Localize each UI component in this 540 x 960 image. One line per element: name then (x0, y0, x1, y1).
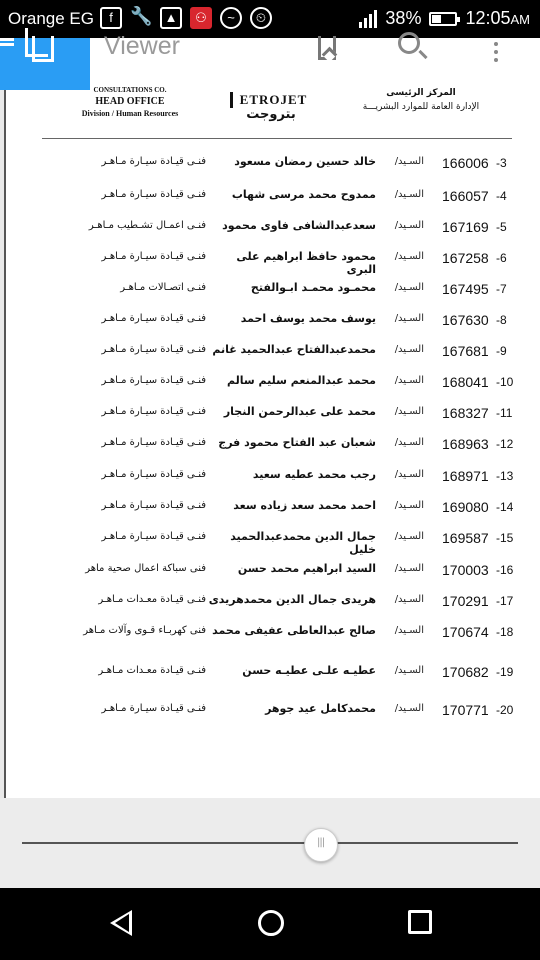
table-row (6, 309, 540, 331)
header-right (336, 88, 506, 112)
employee-title: السـيد/ (394, 563, 424, 574)
employee-code: 168327 (442, 405, 489, 421)
employee-name: محمد عبدالمنعم سليم سالم (226, 374, 376, 387)
row-number: -19 (496, 665, 514, 679)
row-number: -3 (496, 156, 507, 170)
battery-percent: 38% (385, 8, 422, 28)
system-nav-bar (0, 888, 540, 960)
petrojet-logo (230, 92, 312, 122)
employee-code: 166057 (442, 188, 489, 204)
employee-job: فنـى قيـادة سيـارة مـاهـر (101, 469, 206, 480)
employee-job: فنـى قيـادة معـدات مـاهـر (98, 594, 206, 605)
employee-title: السـيد/ (394, 156, 424, 167)
table-row (6, 590, 540, 612)
carrier-label: Orange EG (8, 9, 94, 28)
header-divider (42, 138, 512, 139)
employee-title: السـيد/ (394, 406, 424, 417)
employee-title: السـيد/ (394, 500, 424, 511)
employee-code: 170682 (442, 664, 489, 680)
employee-title: السـيد/ (394, 625, 424, 636)
search-icon[interactable] (398, 32, 420, 54)
battery-icon (429, 12, 457, 26)
table-row (6, 496, 540, 518)
employee-name: شعبان عبد الفتاح محمود فرج (218, 436, 376, 449)
table-row (6, 247, 540, 276)
employee-name: خالد حسين رمضان مسعود (234, 155, 376, 168)
employee-job: فنـى اتصـالات مـاهـر (120, 282, 206, 293)
employee-job: فنـى اعمـال تشـطيب مـاهـر (88, 220, 206, 231)
table-row (6, 152, 540, 174)
clock-ampm: AM (510, 12, 530, 27)
employee-title: السـيد/ (394, 437, 424, 448)
employee-name: صالح عبدالعاطى عفيفى محمد (212, 624, 376, 637)
row-number: -20 (496, 703, 514, 717)
employee-job: فنـى قيـادة سيـارة مـاهـر (101, 189, 206, 200)
table-row (6, 621, 540, 643)
recent-apps-icon[interactable] (408, 910, 432, 934)
employee-job: فنـى قيـادة سيـارة مـاهـر (101, 406, 206, 417)
row-number: -12 (496, 437, 514, 451)
header-center-ar: المركز الرئيسى (386, 88, 456, 98)
row-number: -4 (496, 189, 507, 203)
employee-title: السـيد/ (394, 531, 424, 542)
employee-code: 166006 (442, 155, 489, 171)
employee-title: السـيد/ (394, 251, 424, 262)
employee-job: فنـى قيـادة سيـارة مـاهـر (101, 344, 206, 355)
employee-name: يوسف محمد يوسف احمد (240, 312, 376, 325)
employee-title: السـيد/ (394, 313, 424, 324)
row-number: -15 (496, 531, 514, 545)
notification-icons (100, 7, 272, 29)
row-number: -11 (496, 406, 513, 420)
row-number: -10 (496, 375, 514, 389)
row-number: -13 (496, 469, 514, 483)
employee-name: محمدكامل عيد جوهر (265, 702, 376, 715)
app-toolbar (0, 32, 540, 90)
employee-code: 167495 (442, 281, 489, 297)
employee-name: محمدعبدالفتاح عبدالحميد غانم (212, 343, 376, 356)
alarm-icon: ⏲ (250, 7, 272, 29)
employee-code: 167630 (442, 312, 489, 328)
table-row (6, 559, 540, 581)
bookmark-icon[interactable] (318, 36, 336, 60)
clock-time: 12:05 (465, 8, 511, 28)
header-company: CONSULTATIONS CO. (93, 86, 167, 94)
employee-job: فنى كهربـاء قـوى وآلات مـاهر (83, 625, 206, 636)
employee-title: السـيد/ (394, 703, 424, 714)
employee-name: محمد على عبدالرحمن النجار (223, 405, 376, 418)
nav-drawer-button[interactable] (0, 38, 90, 90)
image-icon: ▲ (160, 7, 182, 29)
header-office: HEAD OFFICE (95, 96, 165, 107)
employee-job: فنـى قيـادة سيـارة مـاهـر (101, 500, 206, 511)
table-row (6, 433, 540, 455)
row-number: -9 (496, 344, 507, 358)
employee-code: 169587 (442, 530, 489, 546)
app-icon: ⚇ (190, 7, 212, 29)
page-slider-track[interactable] (22, 842, 518, 844)
table-row (6, 340, 540, 362)
employee-code: 167681 (442, 343, 489, 359)
logo-arabic: بتروجت (246, 107, 296, 122)
employee-job: فنـى قيـادة سيـارة مـاهـر (101, 251, 206, 262)
employee-title: السـيد/ (394, 189, 424, 200)
employee-job: فنى سباكة اعمال صحية ماهر (85, 563, 206, 574)
row-number: -6 (496, 251, 507, 265)
employee-code: 167169 (442, 219, 489, 235)
employee-name: هريدى جمال الدين محمدهريدى (208, 593, 376, 606)
employee-code: 169080 (442, 499, 489, 515)
employee-job: فنـى قيـادة سيـارة مـاهـر (101, 313, 206, 324)
employee-code: 168041 (442, 374, 489, 390)
status-bar (0, 0, 540, 38)
menu-icon (0, 38, 14, 48)
employee-job: فنـى قيـادة سيـارة مـاهـر (101, 375, 206, 386)
status-right (359, 8, 530, 29)
table-row (6, 661, 540, 683)
row-number: -18 (496, 625, 514, 639)
row-number: -5 (496, 220, 507, 234)
table-row (6, 371, 540, 393)
employee-name: سعدعبدالشافى فاوى محمود (222, 219, 376, 232)
tools-icon: 🔧 (130, 6, 153, 26)
employee-name: محمـود محمـد ابـوالفتح (250, 281, 376, 294)
header-left (70, 86, 190, 118)
employee-job: فنـى قيـادة معـدات مـاهـر (98, 665, 206, 676)
employee-code: 168971 (442, 468, 489, 484)
employee-name: عطيـه علـى عطيـه حسن (242, 664, 376, 677)
documents-icon (32, 36, 54, 62)
employee-job: فنـى قيـادة سيـارة مـاهـر (101, 437, 206, 448)
table-row (6, 216, 540, 238)
row-number: -8 (496, 313, 507, 327)
row-number: -7 (496, 282, 507, 296)
row-number: -17 (496, 594, 514, 608)
signal-icon (359, 10, 377, 28)
employee-job: فنـى قيـادة سيـارة مـاهـر (101, 156, 206, 167)
page-slider-thumb[interactable] (304, 828, 338, 862)
table-row (6, 185, 540, 207)
employee-name: رجب محمد عطيه سعيد (252, 468, 376, 481)
clock (465, 8, 530, 29)
employee-title: السـيد/ (394, 594, 424, 605)
logo-english: ETROJET (230, 92, 312, 108)
employee-name: ممدوح محمد مرسى شهاب (231, 188, 376, 201)
employee-title: السـيد/ (394, 282, 424, 293)
employee-title: السـيد/ (394, 375, 424, 386)
employee-title: السـيد/ (394, 220, 424, 231)
table-row (6, 465, 540, 487)
employee-job: فنـى قيـادة سيـارة مـاهـر (101, 531, 206, 542)
employee-title: السـيد/ (394, 469, 424, 480)
back-icon[interactable] (110, 910, 132, 936)
document-page[interactable] (4, 86, 540, 798)
home-icon[interactable] (258, 910, 284, 936)
table-row (6, 527, 540, 556)
employee-name: السيد ابراهيم محمد حسن (237, 562, 376, 575)
employee-job: فنـى قيـادة سيـارة مـاهـر (101, 703, 206, 714)
employee-code: 167258 (442, 250, 489, 266)
employee-title: السـيد/ (394, 665, 424, 676)
page-slider-area (0, 798, 540, 888)
employee-code: 170003 (442, 562, 489, 578)
employee-name: جمال الدين محمدعبدالحميد خليل (230, 530, 376, 556)
table-row (6, 699, 540, 721)
employee-code: 170771 (442, 702, 489, 718)
employee-code: 170674 (442, 624, 489, 640)
table-row (6, 402, 540, 424)
row-number: -14 (496, 500, 514, 514)
employee-code: 170291 (442, 593, 489, 609)
toolbar-title: Viewer (104, 32, 180, 60)
employee-name: احمد محمد سعد زياده سعد (233, 499, 376, 512)
employee-name: محمود حافظ ابراهيم على البرى (236, 250, 376, 276)
employee-title: السـيد/ (394, 344, 424, 355)
facebook-icon: f (100, 7, 122, 29)
messenger-icon: ~ (220, 7, 242, 29)
employee-code: 168963 (442, 436, 489, 452)
more-options-icon[interactable] (494, 42, 498, 66)
header-dept-ar: الإدارة العامة للموارد البشريـــة (362, 102, 480, 112)
table-row (6, 278, 540, 300)
row-number: -16 (496, 563, 514, 577)
header-division: Division / Human Resources (81, 109, 179, 118)
